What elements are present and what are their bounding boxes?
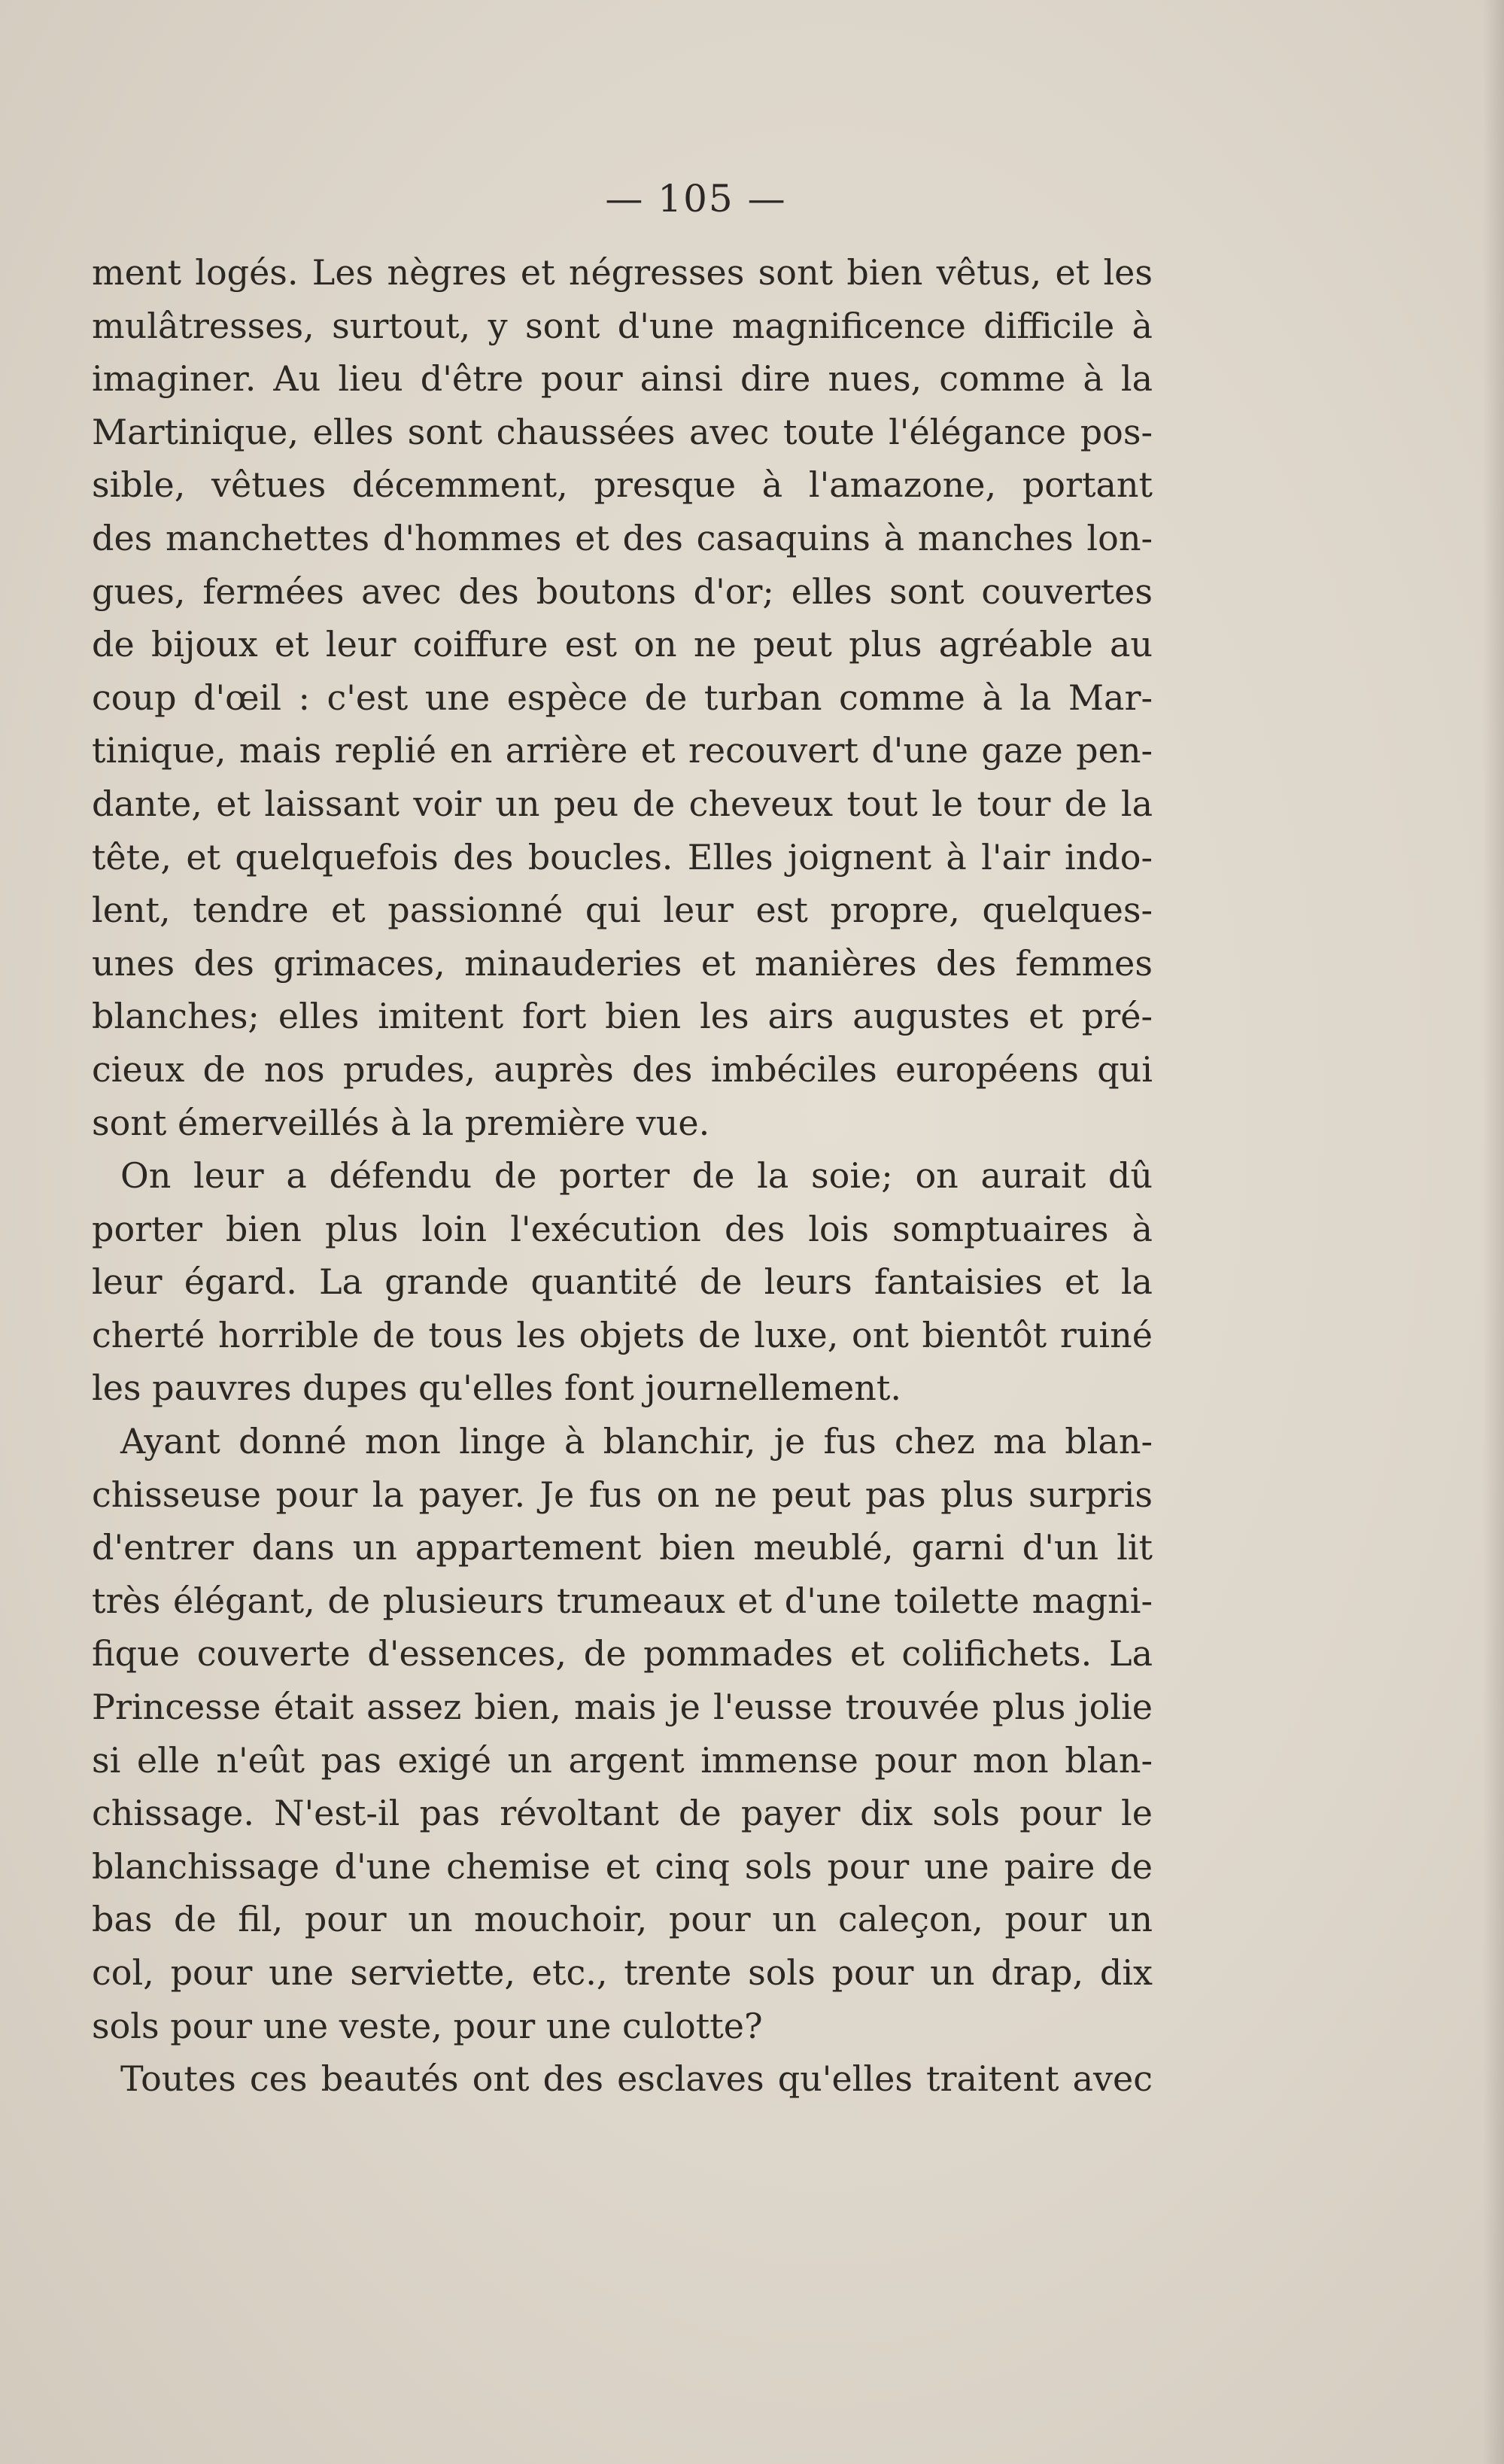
text-line: cherté horrible de tous les objets de luxe, ont bientôt ruiné — [92, 1314, 1153, 1355]
text-line: chissage. N'est-il pas révoltant de payer dix sols pour le — [92, 1793, 1153, 1834]
text-line: ment logés. Les nègres et négresses sont bien vêtus, et les — [92, 252, 1153, 293]
paragraph — [92, 1415, 1153, 2052]
text-line: cieux de nos prudes, auprès des imbéciles européens qui — [92, 1048, 1153, 1090]
text-line: Toutes ces beautés ont des esclaves qu'elles traitent avec — [120, 2058, 1153, 2100]
text-line: dante, et laissant voir un peu de cheveux tout le tour de la — [92, 783, 1153, 824]
text-line: unes des grimaces, minauderies et manières des femmes — [92, 942, 1153, 984]
text-line: très élégant, de plusieurs trumeaux et d'une toilette magni- — [92, 1580, 1153, 1621]
text-line: imaginer. Au lieu d'être pour ainsi dire nues, comme à la — [92, 358, 1153, 400]
text-line: les pauvres dupes qu'elles font journellement. — [92, 1367, 901, 1409]
paragraph — [92, 246, 1153, 1149]
text-line: mulâtresses, surtout, y sont d'une magnificence difficile à — [92, 305, 1153, 346]
text-line: On leur a défendu de porter de la soie; on aurait dû — [120, 1155, 1153, 1197]
text-line: Princesse était assez bien, mais je l'eusse trouvée plus jolie — [92, 1687, 1153, 1728]
text-line: des manchettes d'hommes et des casaquins à manches lon- — [92, 517, 1153, 558]
page-number: — 105 — — [605, 177, 787, 221]
text-line: si elle n'eût pas exigé un argent immense pour mon blan- — [92, 1739, 1153, 1781]
text-line: fique couverte d'essences, de pommades et colifichets. La — [92, 1633, 1153, 1675]
text-line: tinique, mais replié en arrière et recouvert d'une gaze pen- — [92, 730, 1153, 771]
text-line: chisseuse pour la payer. Je fus on ne peut pas plus surpris — [92, 1474, 1153, 1515]
text-line: porter bien plus loin l'exécution des lois somptuaires à — [92, 1208, 1153, 1249]
text-line: tête, et quelquefois des boucles. Elles joignent à l'air indo- — [92, 836, 1153, 878]
text-line: lent, tendre et passionné qui leur est propre, quelques- — [92, 890, 1153, 931]
text-line: de bijoux et leur coiffure est on ne peut plus agréable au — [92, 624, 1153, 665]
text-line: sible, vêtues décemment, presque à l'amazone, portant — [92, 464, 1153, 506]
paragraph — [92, 2052, 1153, 2106]
text-line: blanchissage d'une chemise et cinq sols pour une paire de — [92, 1845, 1153, 1887]
body-text — [92, 246, 1153, 2106]
text-line: Ayant donné mon linge à blanchir, je fus chez ma blan- — [120, 1421, 1153, 1462]
paragraph — [92, 1149, 1153, 1415]
text-line: blanches; elles imitent fort bien les airs augustes et pré- — [92, 996, 1153, 1037]
text-line: gues, fermées avec des boutons d'or; elles sont couvertes — [92, 570, 1153, 612]
page-edge-shadow — [1483, 0, 1504, 2464]
text-line: coup d'œil : c'est une espèce de turban comme à la Mar- — [92, 677, 1153, 718]
text-line: sont émerveillés à la première vue. — [92, 1102, 710, 1143]
text-line: Martinique, elles sont chaussées avec toute l'élégance pos- — [92, 411, 1153, 452]
text-line: leur égard. La grande quantité de leurs fantaisies et la — [92, 1261, 1153, 1303]
text-line: col, pour une serviette, etc., trente sols pour un drap, dix — [92, 1952, 1153, 1993]
text-line: sols pour une veste, pour une culotte? — [92, 2005, 763, 2046]
text-line: bas de fil, pour un mouchoir, pour un caleçon, pour un — [92, 1899, 1153, 1940]
text-line: d'entrer dans un appartement bien meublé, garni d'un lit — [92, 1527, 1153, 1568]
